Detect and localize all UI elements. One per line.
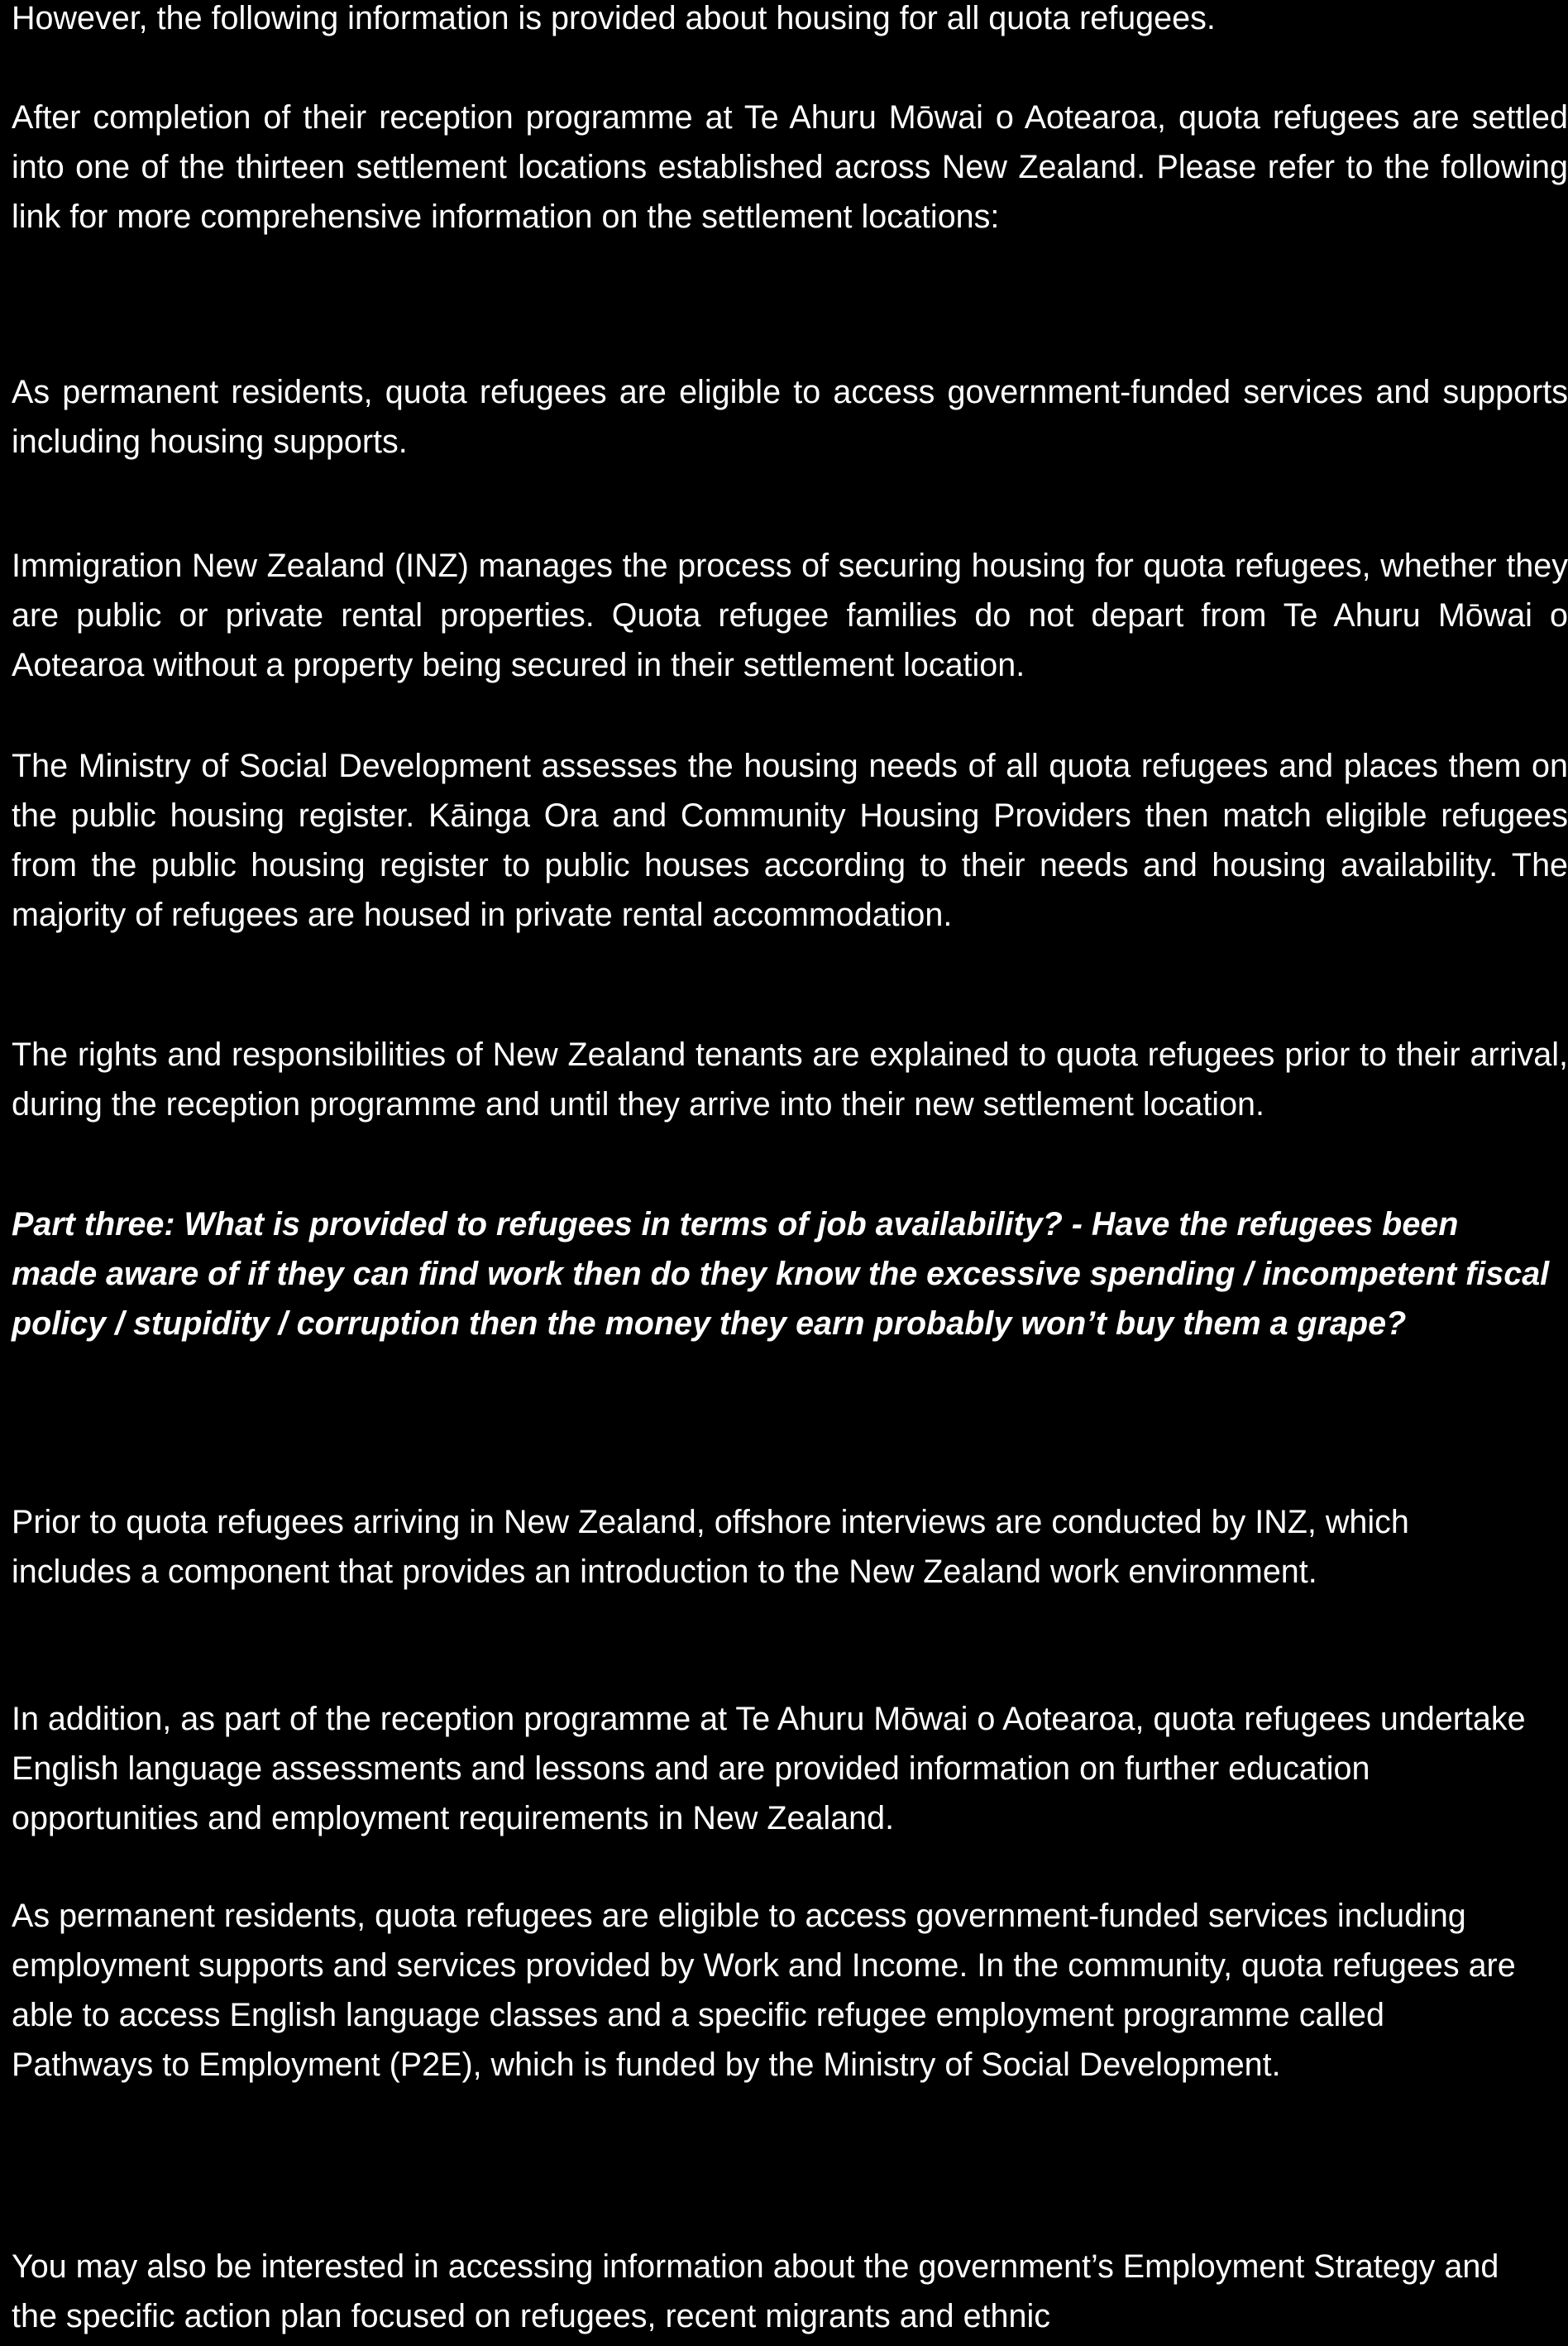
employment-strategy-paragraph: You may also be interested in accessing information about the government’s Employment Strategy and the specific action plan focused on refugees, recent migrants and ethnic (12, 2248, 1499, 2334)
employment-supports-paragraph: As permanent residents, quota refugees are eligible to access government-funded services including employment supports and services provided by Work and Income. In the community, quota refugees are able to access English language classes and a specific refugee employment programme called Pathways to Employment (P2E), which is funded by the Ministry of Social Development. (12, 1898, 1516, 2083)
msd-housing-paragraph: The Ministry of Social Development assesses the housing needs of all quota refugees and places them on the public housing register. Kāinga Ora and Community Housing Providers then match eligible refugees from the public housing register to public houses according to their needs and housing availability. The majority of refugees are housed in private rental accommodation. (12, 748, 1568, 933)
settlement-paragraph: After completion of their reception programme at Te Ahuru Mōwai o Aotearoa, quota refugees are settled into one of the thirteen settlement locations established across New Zealand. Please refer to the following link for more comprehensive information on the settlement locations: (12, 99, 1568, 235)
housing-eligibility-paragraph: As permanent residents, quota refugees are eligible to access government-funded services and supports including housing supports. (12, 374, 1568, 460)
intro-paragraph: However, the following information is provided about housing for all quota refugees. (12, 0, 1216, 36)
inz-housing-paragraph: Immigration New Zealand (INZ) manages the process of securing housing for quota refugees, whether they are public or private rental properties. Quota refugee families do not depart from Te Ahuru Mōwai o Aotearoa without a property being secured in their settlement location. (12, 548, 1568, 683)
part-three-question: Part three: What is provided to refugees in terms of job availability? - Have the refugees been made aware of if they can find work then do they know the excessive spending / incompetent fiscal policy / stupidity / corruption then the money they earn probably won’t buy them a grape? (12, 1206, 1550, 1342)
tenant-rights-paragraph: The rights and responsibilities of New Zealand tenants are explained to quota refugees prior to their arrival, during the reception programme and until they arrive into their new settlement location. (12, 1037, 1568, 1123)
reception-programme-paragraph: In addition, as part of the reception programme at Te Ahuru Mōwai o Aotearoa, quota refugees undertake English language assessments and lessons and are provided information on further education opportunities and employment requirements in New Zealand. (12, 1701, 1526, 1836)
offshore-interviews-paragraph: Prior to quota refugees arriving in New Zealand, offshore interviews are conducted by INZ, which includes a component that provides an introduction to the New Zealand work environment. (12, 1504, 1409, 1590)
